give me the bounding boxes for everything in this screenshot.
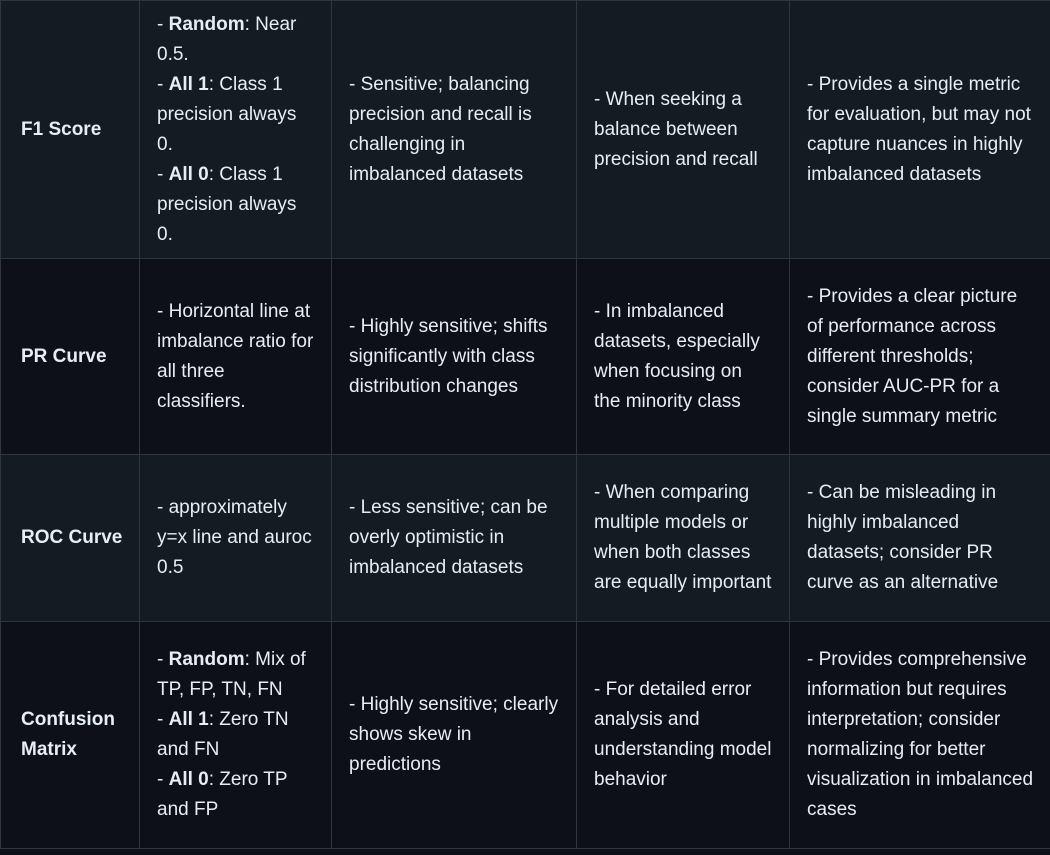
table-row — [1, 1, 1050, 259]
when-to-use-cell: - When comparing multiple models or when both classes are equally important — [577, 455, 790, 622]
sensitivity-cell: - Highly sensitive; shifts significantly with class distribution changes — [332, 259, 577, 455]
behavior-item: - All 1: Zero TN and FN — [157, 709, 289, 760]
metric-name-cell: ROC Curve — [1, 455, 140, 622]
behavior-text: : Mix of TP, FP, TN, FN — [157, 649, 306, 700]
when-to-use-cell: - When seeking a balance between precision and recall — [577, 1, 790, 259]
metric-name-cell: F1 Score — [1, 1, 140, 259]
behavior-text: : Class 1 precision always 0. — [157, 73, 297, 155]
table-row — [1, 455, 1050, 622]
behavior-item: - Random: Near 0.5. — [157, 13, 297, 65]
notes-cell: - Provides a single metric for evaluation, but may not capture nuances in highly imbalanced datasets — [790, 1, 1050, 259]
behavior-item: - Random: Mix of TP, FP, TN, FN — [157, 649, 306, 700]
sensitivity-cell: - Less sensitive; can be overly optimistic in imbalanced datasets — [332, 455, 577, 622]
metric-name-cell: Confusion Matrix — [1, 622, 140, 849]
classifier-behavior-cell — [140, 622, 332, 849]
classifier-behavior-cell: - approximately y=x line and auroc 0.5 — [140, 455, 332, 622]
metric-name-cell: PR Curve — [1, 259, 140, 455]
behavior-item: - All 1: Class 1 precision always 0. — [157, 73, 297, 155]
table-row — [1, 622, 1050, 849]
behavior-key: All 0 — [168, 163, 209, 185]
sensitivity-cell: - Sensitive; balancing precision and recall is challenging in imbalanced datasets — [332, 1, 577, 259]
notes-cell: - Can be misleading in highly imbalanced datasets; consider PR curve as an alternative — [790, 455, 1050, 622]
behavior-item: - All 0: Class 1 precision always 0. — [157, 163, 297, 245]
when-to-use-cell: - For detailed error analysis and understanding model behavior — [577, 622, 790, 849]
behavior-key: All 1 — [168, 709, 209, 730]
notes-cell: - Provides a clear picture of performance across different thresholds; consider AUC-PR for a single summary metric — [790, 259, 1050, 455]
behavior-item: - All 0: Zero TP and FP — [157, 769, 288, 820]
classifier-behavior-cell — [140, 1, 332, 259]
when-to-use-cell: - In imbalanced datasets, especially when focusing on the minority class — [577, 259, 790, 455]
behavior-key: Random — [168, 13, 245, 35]
sensitivity-cell: - Highly sensitive; clearly shows skew in predictions — [332, 622, 577, 849]
behavior-text: : Class 1 precision always 0. — [157, 163, 297, 245]
behavior-key: All 0 — [168, 769, 209, 790]
behavior-key: All 1 — [168, 73, 209, 95]
behavior-text: : Zero TN and FN — [157, 709, 289, 760]
table-row — [1, 259, 1050, 455]
behavior-text: : Zero TP and FP — [157, 769, 288, 820]
behavior-key: Random — [168, 649, 245, 670]
classifier-behavior-cell: - Horizontal line at imbalance ratio for all three classifiers. — [140, 259, 332, 455]
behavior-text: : Near 0.5. — [157, 13, 297, 65]
notes-cell: - Provides comprehensive information but requires interpretation; consider normalizing for better visualization in imbalanced cases — [790, 622, 1050, 849]
